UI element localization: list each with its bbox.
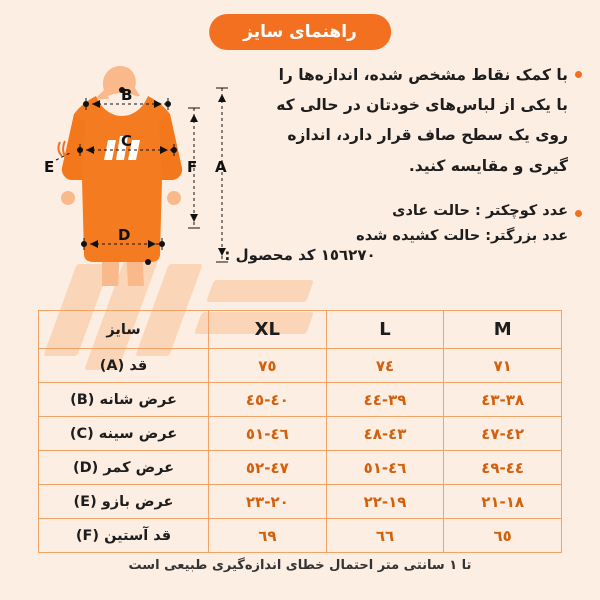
bullet-icon <box>575 71 582 78</box>
cell-l: ٦٦ <box>326 519 444 553</box>
dimension-label-a: A <box>215 158 227 176</box>
dimension-label-f: F <box>187 158 198 176</box>
cell-l: ٣٩-٤٤ <box>326 383 444 417</box>
row-label: قد آستین (F) <box>39 519 209 553</box>
table-row <box>39 485 562 519</box>
dimension-label-b: B <box>121 86 133 104</box>
cell-m: ٤٢-٤٧ <box>444 417 562 451</box>
size-table-wrapper <box>38 310 562 553</box>
table-row <box>39 383 562 417</box>
table-header-row <box>39 311 562 349</box>
cell-l: ٤٦-٥١ <box>326 451 444 485</box>
cell-xl: ٢٠-٢٣ <box>209 485 327 519</box>
table-row <box>39 519 562 553</box>
row-label: عرض بازو (E) <box>39 485 209 519</box>
row-label: عرض سینه (C) <box>39 417 209 451</box>
dimension-label-e: E <box>44 158 55 176</box>
note-smaller-number-text: عدد کوچکتر : حالت عادی <box>392 202 568 219</box>
cell-l: ٤٣-٤٨ <box>326 417 444 451</box>
cell-l: ١٩-٢٢ <box>326 485 444 519</box>
cell-m: ٣٨-٤٣ <box>444 383 562 417</box>
dimension-label-c: C <box>121 132 133 150</box>
product-code-value: ١٥٦٢٧٠ <box>320 246 376 264</box>
header-size-m: M <box>444 311 562 349</box>
intro-paragraph <box>262 60 582 181</box>
cell-l: ٧٤ <box>326 349 444 383</box>
footer-note: تا ١ سانتی متر احتمال خطای اندازه‌گیری طبیعی است <box>128 558 472 573</box>
intro-paragraph-text: با کمک نقاط مشخص شده، اندازه‌ها را با یکی از لباس‌های خودتان در حالی که روی یک سطح صاف قرار دارد، اندازه گیری و مقایسه کنید. <box>276 66 568 175</box>
note-larger-number-text: عدد بزرگتر: حالت کشیده شده <box>356 228 568 245</box>
product-code <box>224 246 375 264</box>
cell-m: ٦٥ <box>444 519 562 553</box>
row-label: عرض شانه (B) <box>39 383 209 417</box>
cell-m: ١٨-٢١ <box>444 485 562 519</box>
dimension-label-d: D <box>118 226 131 244</box>
cell-m: ٤٤-٤٩ <box>444 451 562 485</box>
cell-xl: ٤٧-٥٢ <box>209 451 327 485</box>
page-title: راهنمای سایز <box>209 14 391 50</box>
table-row <box>39 451 562 485</box>
header-measurement: سایز <box>39 311 209 349</box>
size-table-head <box>39 311 562 349</box>
row-label: عرض کمر (D) <box>39 451 209 485</box>
row-label: قد (A) <box>39 349 209 383</box>
header-size-xl: XL <box>209 311 327 349</box>
table-row <box>39 417 562 451</box>
size-table <box>38 310 562 553</box>
intro-notes <box>262 199 582 250</box>
table-row <box>39 349 562 383</box>
product-code-label: کد محصول : <box>224 246 316 264</box>
size-table-body <box>39 349 562 553</box>
header-size-l: L <box>326 311 444 349</box>
cell-xl: ٤٦-٥١ <box>209 417 327 451</box>
cell-xl: ٧٥ <box>209 349 327 383</box>
bullet-icon <box>575 210 582 217</box>
cell-xl: ٤٠-٤٥ <box>209 383 327 417</box>
note-smaller-number <box>262 199 582 224</box>
intro-text-block <box>262 60 582 250</box>
cell-m: ٧١ <box>444 349 562 383</box>
cell-xl: ٦٩ <box>209 519 327 553</box>
